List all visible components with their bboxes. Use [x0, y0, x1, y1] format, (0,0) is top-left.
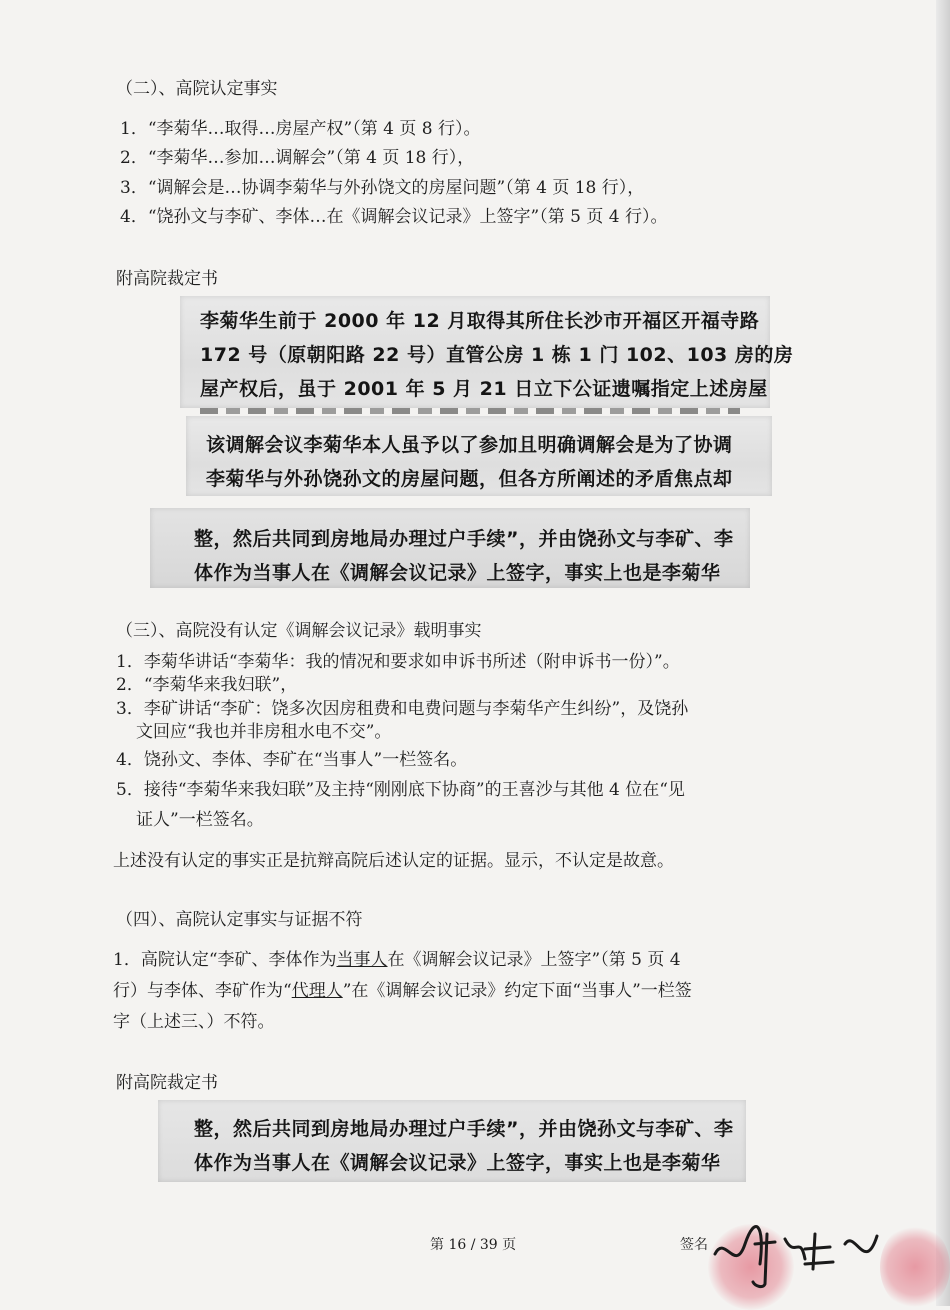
excerpt-line: 172 号（原朝阳路 22 号）直管公房 1 栋 1 门 102、103 房的房: [200, 344, 794, 366]
page-number: 第 16 / 39 页: [430, 1237, 517, 1253]
signature-label: 签名: [680, 1237, 708, 1253]
cut-edge: [200, 408, 740, 414]
section3-item-5-cont: 证人”一栏签名。: [136, 810, 264, 830]
section3-heading: （三）、高院没有认定《调解会议记录》载明事实: [116, 621, 482, 641]
attach2-title: 附高院裁定书: [116, 1073, 218, 1093]
attach1-title: 附高院裁定书: [116, 269, 218, 289]
excerpt-line: 李菊华与外孙饶孙文的房屋问题，但各方所阐述的矛盾焦点却: [206, 468, 733, 490]
section2-heading: （二）、高院认定事实: [116, 79, 278, 99]
section4-paragraph-line-3: 字（上述三、）不符。: [113, 1012, 275, 1032]
excerpt-line: 屋产权后，虽于 2001 年 5 月 21 日立下公证遗嘱指定上述房屋: [200, 378, 768, 400]
section4-heading: （四）、高院认定事实与证据不符: [116, 910, 363, 930]
section3-item-3-cont: 文回应“我也并非房租水电不交”。: [136, 722, 392, 742]
para-text: 行）与李体、李矿作为“: [113, 981, 292, 1001]
section3-item-1: 1．李菊华讲话“李菊华：我的情况和要求如申诉书所述（附申诉书一份）”。: [116, 652, 680, 672]
section3-item-5: 5．接待“李菊华来我妇联”及主持“刚刚底下协商”的王喜沙与其他 4 位在“见: [116, 780, 685, 800]
para-text: 1．高院认定“李矿、李体作为: [113, 950, 337, 970]
para-text: 在《调解会议记录》上签字”（第 5 页 4: [387, 950, 681, 970]
section2-item-1: 1．“李菊华…取得…房屋产权”（第 4 页 8 行）。: [120, 119, 481, 139]
excerpt-line: 该调解会议李菊华本人虽予以了参加且明确调解会是为了协调: [206, 434, 733, 456]
scan-edge: [936, 0, 950, 1306]
section3-item-3: 3．李矿讲话“李矿：饶多次因房租费和电费问题与李菊华产生纠纷”，及饶孙: [116, 699, 689, 719]
section3-item-2: 2．“李菊华来我妇联”，: [116, 675, 298, 695]
excerpt-line: 整，然后共同到房地局办理过户手续”，并由饶孙文与李矿、李: [194, 1118, 734, 1140]
section4-paragraph-line-1: [113, 949, 681, 971]
underlined-term: 当事人: [336, 950, 388, 970]
excerpt-line: 整，然后共同到房地局办理过户手续”，并由饶孙文与李矿、李: [194, 528, 734, 550]
excerpt-line: 体作为当事人在《调解会议记录》上签字，事实上也是李菊华: [194, 1152, 721, 1174]
section2-item-3: 3．“调解会是…协调李菊华与外孙饶文的房屋问题”（第 4 页 18 行），: [120, 178, 645, 198]
excerpt-line: 李菊华生前于 2000 年 12 月取得其所住长沙市开福区开福寺路: [200, 310, 760, 332]
excerpt-block-4: [158, 1100, 746, 1182]
excerpt-block-3: [150, 508, 750, 588]
excerpt-block-2: [186, 416, 772, 496]
handwritten-signature: [705, 1214, 885, 1294]
section3-conclusion: 上述没有认定的事实正是抗辩高院后述认定的证据。显示，不认定是故意。: [113, 851, 674, 871]
section4-paragraph-line-2: [113, 980, 692, 1002]
section2-item-2: 2．“李菊华…参加…调解会”（第 4 页 18 行），: [120, 148, 475, 168]
section3-item-4: 4．饶孙文、李体、李矿在“当事人”一栏签名。: [116, 750, 468, 770]
excerpt-line: 体作为当事人在《调解会议记录》上签字，事实上也是李菊华: [194, 562, 721, 584]
para-text: ”在《调解会议记录》约定下面“当事人”一栏签: [342, 981, 692, 1001]
section2-item-4: 4．“饶孙文与李矿、李体…在《调解会议记录》上签字”（第 5 页 4 行）。: [120, 207, 668, 227]
underlined-term: 代理人: [291, 981, 343, 1001]
excerpt-block-1: [180, 296, 794, 408]
red-seal-stamp: [880, 1224, 950, 1310]
